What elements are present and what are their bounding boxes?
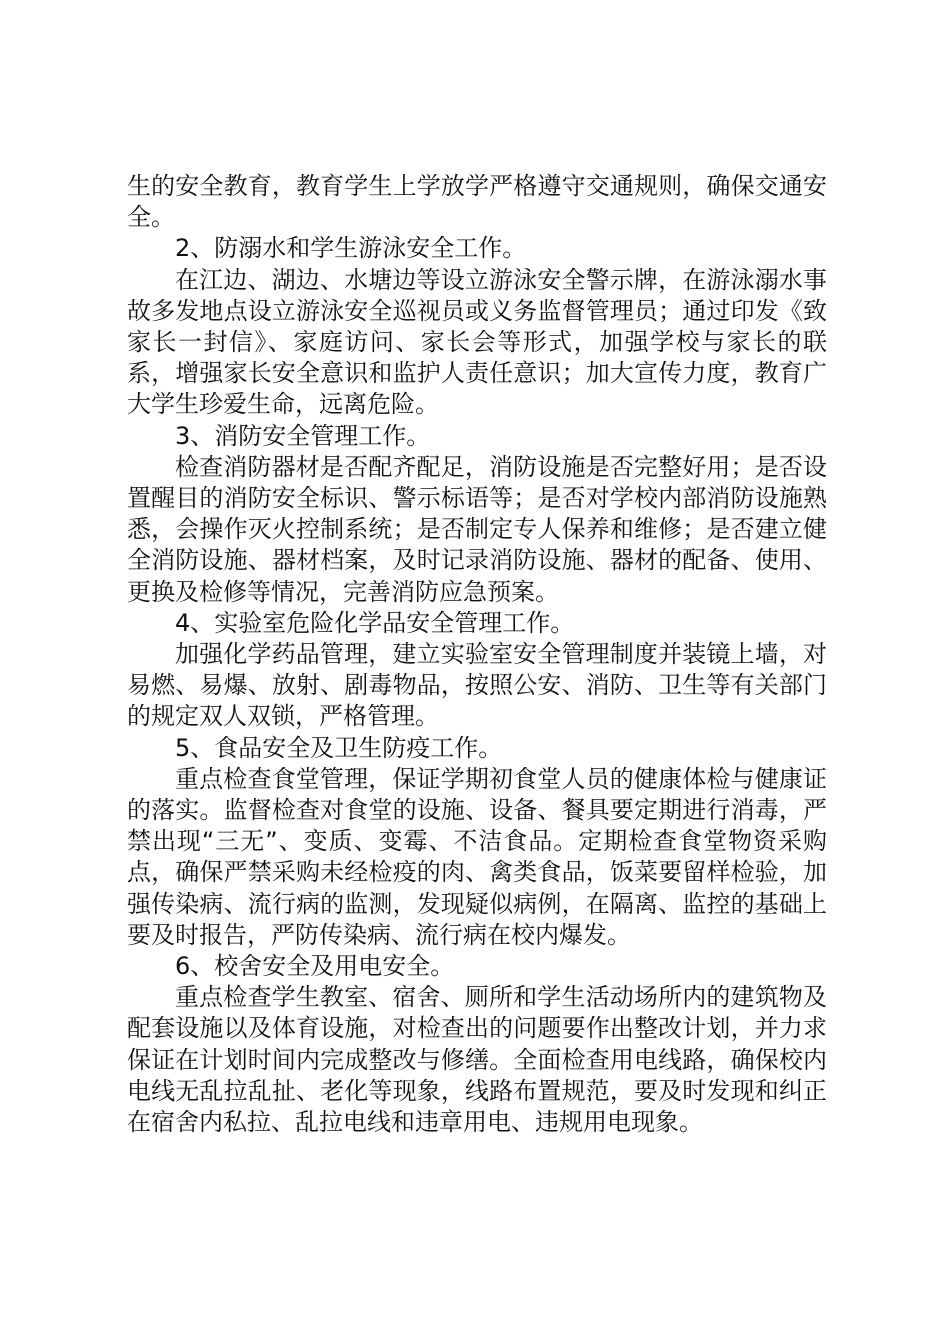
- paragraph-fire: 检查消防器材是否配齐配足，消防设施是否完整好用；是否设置醒目的消防安全标识、警示标语等；是否对学校内部消防设施熟悉，会操作灭火控制系统；是否制定专人保养和维修；是否建立健全消防设施、器材档案，及时记录消防设施、器材的配备、使用、更换及检修等情况，完善消防应急预案。: [127, 452, 827, 606]
- section-heading-fire: 3、消防安全管理工作。: [175, 421, 431, 450]
- paragraph-continuation: 生的安全教育，教育学生上学放学严格遵守交通规则，确保交通安全。: [127, 172, 827, 232]
- section-heading-lab: 4、实验室危险化学品安全管理工作。: [175, 608, 575, 637]
- section-heading-food: 5、食品安全及卫生防疫工作。: [175, 733, 503, 762]
- paragraph-drowning: 在江边、湖边、水塘边等设立游泳安全警示牌，在游泳溺水事故多发地点设立游泳安全巡视员或义务监督管理员；通过印发《致家长一封信》、家庭访问、家长会等形式，加强学校与家长的联系，增强家长安全意识和监护人责任意识；加大宣传力度，教育广大学生珍爱生命，远离危险。: [127, 265, 827, 419]
- paragraph-food: 重点检查食堂管理，保证学期初食堂人员的健康体检与健康证的落实。监督检查对食堂的设施、设备、餐具要定期进行消毒，严禁出现“三无”、变质、变霉、不洁食品。定期检查食堂物资采购点，确保严禁采购未经检疫的肉、禽类食品，饭菜要留样检验，加强传染病、流行病的监测，发现疑似病例，在隔离、监控的基础上要及时报告，严防传染病、流行病在校内爆发。: [127, 764, 827, 949]
- section-heading-building: 6、校舍安全及用电安全。: [175, 952, 455, 981]
- section-heading-drowning: 2、防溺水和学生游泳安全工作。: [175, 234, 527, 263]
- document-body: [127, 171, 827, 1138]
- paragraph-building: 重点检查学生教室、宿舍、厕所和学生活动场所内的建筑物及配套设施以及体育设施，对检查出的问题要作出整改计划，并力求保证在计划时间内完成整改与修缮。全面检查用电线路，确保校内电线无乱拉乱扯、老化等现象，线路布置规范，要及时发现和纠正在宿舍内私拉、乱拉电线和违章用电、违规用电现象。: [127, 983, 827, 1137]
- paragraph-lab: 加强化学药品管理，建立实验室安全管理制度并装镜上墙，对易燃、易爆、放射、剧毒物品，按照公安、消防、卫生等有关部门的规定双人双锁，严格管理。: [127, 640, 827, 731]
